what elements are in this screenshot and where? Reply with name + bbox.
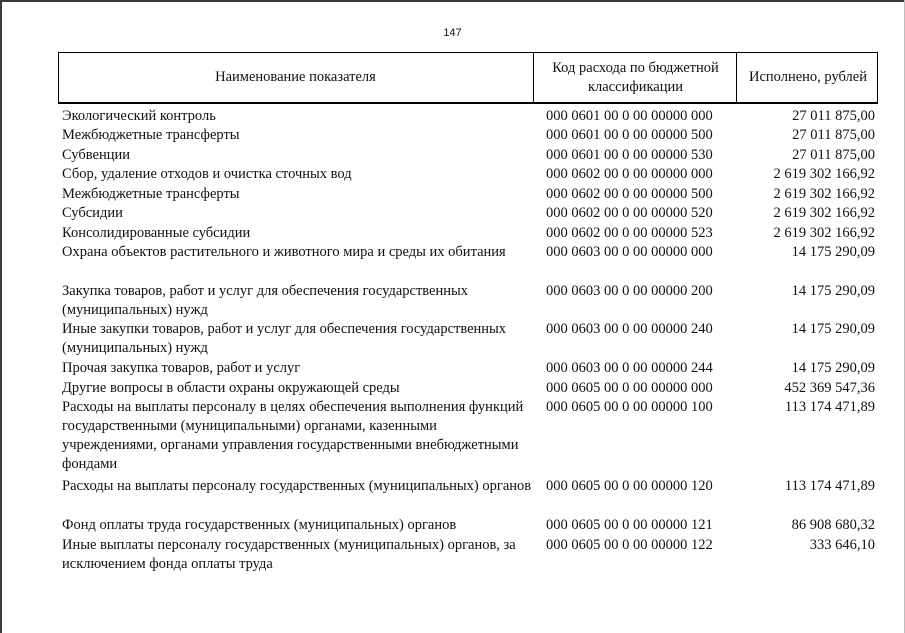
row-amount: 14 175 290,09 <box>791 321 875 337</box>
row-name: Межбюджетные трансферты <box>62 186 240 202</box>
row-amount: 14 175 290,09 <box>791 244 875 260</box>
row-name: Иные закупки товаров, работ и услуг для обеспечения государственных (муниципальных) нужд <box>62 321 507 356</box>
row-code: 000 0602 00 0 00 00000 000 <box>546 166 713 182</box>
header-amount: Исполнено, рублей <box>736 53 879 102</box>
row-code: 000 0601 00 0 00 00000 000 <box>546 108 713 124</box>
row-code: 000 0603 00 0 00 00000 240 <box>546 321 713 337</box>
table-header <box>58 52 878 104</box>
row-name: Закупка товаров, работ и услуг для обеспечения государственных (муниципальных) нужд <box>62 283 469 318</box>
row-name: Охрана объектов растительного и животного мира и среды их обитания <box>62 244 506 260</box>
row-code: 000 0602 00 0 00 00000 520 <box>546 205 713 221</box>
row-amount: 86 908 680,32 <box>791 517 875 533</box>
row-name: Субвенции <box>62 147 130 163</box>
row-code: 000 0605 00 0 00 00000 000 <box>546 380 713 396</box>
row-name: Расходы на выплаты персоналу в целях обеспечения выполнения функций государственными (муниципальными) органами, казенными учреждениями, органами управления государственными внебюджетными фондами <box>62 399 524 472</box>
row-code: 000 0605 00 0 00 00000 100 <box>546 399 713 415</box>
row-code: 000 0603 00 0 00 00000 244 <box>546 360 713 376</box>
row-name: Консолидированные субсидии <box>62 225 251 241</box>
row-name: Прочая закупка товаров, работ и услуг <box>62 360 301 376</box>
row-code: 000 0603 00 0 00 00000 000 <box>546 244 713 260</box>
header-name: Наименование показателя <box>215 69 376 86</box>
row-amount: 27 011 875,00 <box>792 147 875 163</box>
row-amount: 27 011 875,00 <box>792 127 875 143</box>
row-amount: 14 175 290,09 <box>791 283 875 299</box>
row-code: 000 0603 00 0 00 00000 200 <box>546 283 713 299</box>
row-code: 000 0601 00 0 00 00000 530 <box>546 147 713 163</box>
row-name: Расходы на выплаты персоналу государственных (муниципальных) органов <box>62 478 532 494</box>
row-amount: 2 619 302 166,92 <box>773 186 875 202</box>
row-code: 000 0605 00 0 00 00000 120 <box>546 478 713 494</box>
header-code: Код расхода по бюджетной классификации <box>533 53 737 102</box>
row-amount: 2 619 302 166,92 <box>773 166 875 182</box>
row-amount: 113 174 471,89 <box>784 478 875 494</box>
page-top-border <box>0 0 905 2</box>
row-name: Фонд оплаты труда государственных (муниципальных) органов <box>62 517 457 533</box>
row-code: 000 0605 00 0 00 00000 121 <box>546 517 713 533</box>
page-number: 147 <box>443 27 462 39</box>
row-amount: 27 011 875,00 <box>792 108 875 124</box>
row-amount: 113 174 471,89 <box>784 399 875 415</box>
row-name: Экологический контроль <box>62 108 216 124</box>
row-name: Межбюджетные трансферты <box>62 127 240 143</box>
row-code: 000 0605 00 0 00 00000 122 <box>546 537 713 553</box>
row-code: 000 0601 00 0 00 00000 500 <box>546 127 713 143</box>
row-amount: 14 175 290,09 <box>791 360 875 376</box>
row-name: Иные выплаты персоналу государственных (муниципальных) органов, за исключением фонда оплаты труда <box>62 537 516 572</box>
row-name: Субсидии <box>62 205 123 221</box>
row-amount: 333 646,10 <box>809 537 875 553</box>
row-code: 000 0602 00 0 00 00000 500 <box>546 186 713 202</box>
page-left-border <box>0 0 2 633</box>
row-name: Сбор, удаление отходов и очистка сточных вод <box>62 166 352 182</box>
row-code: 000 0602 00 0 00 00000 523 <box>546 225 713 241</box>
row-amount: 452 369 547,36 <box>784 380 875 396</box>
row-name: Другие вопросы в области охраны окружающей среды <box>62 380 400 396</box>
row-amount: 2 619 302 166,92 <box>773 205 875 221</box>
row-amount: 2 619 302 166,92 <box>773 225 875 241</box>
